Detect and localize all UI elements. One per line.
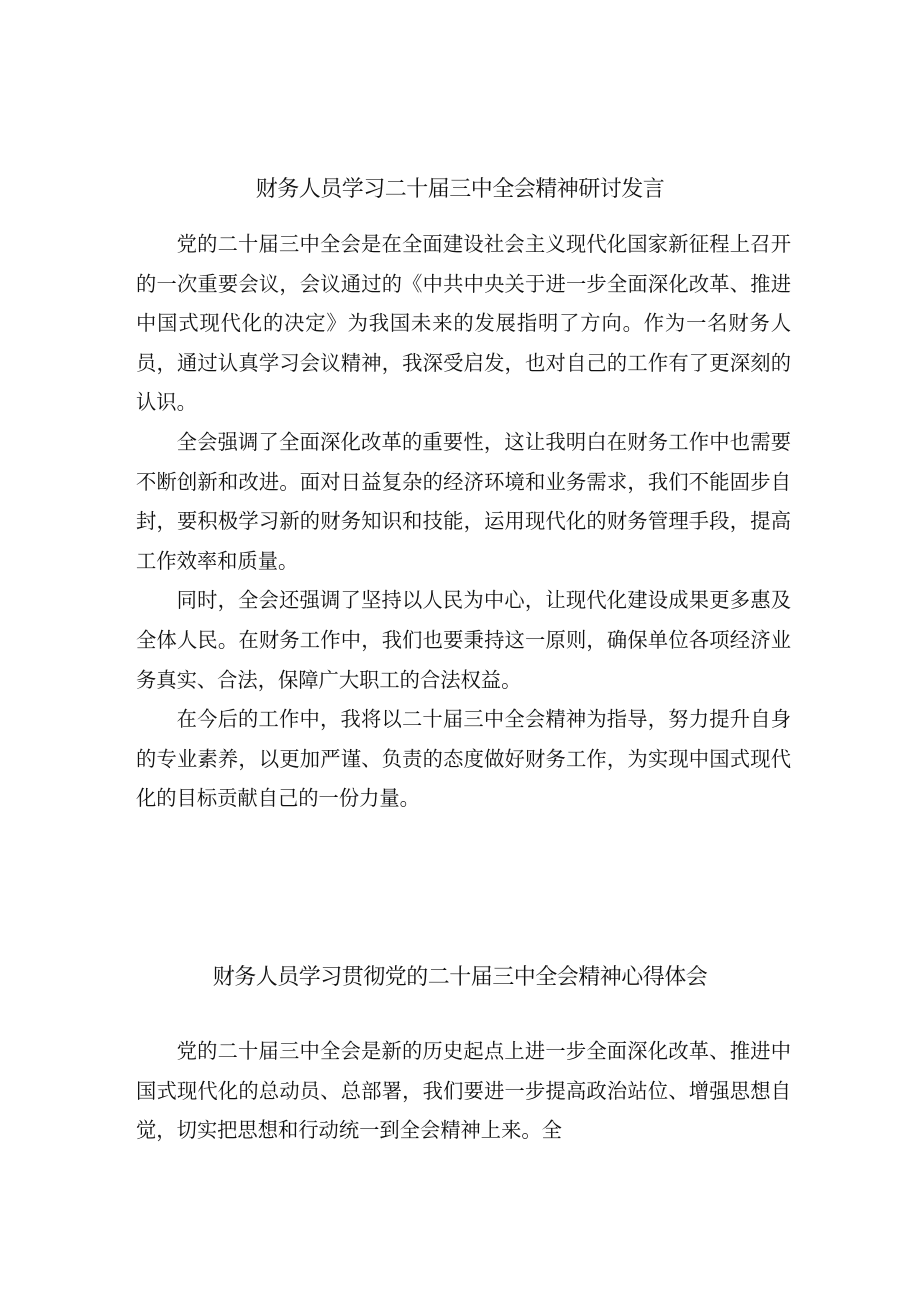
article-1-paragraph-4: 在今后的工作中，我将以二十届三中全会精神为指导，努力提升自身的专业素养，以更加严谨、负责的态度做好财务工作，为实现中国式现代化的目标贡献自己的一份力量。 <box>136 707 791 811</box>
article-1-paragraph-3: 同时，全会还强调了坚持以人民为中心，让现代化建设成果更多惠及全体人民。在财务工作中，我们也要秉持这一原则，确保单位各项经济业务真实、合法，保障广大职工的合法权益。 <box>136 588 791 692</box>
article-1-body <box>136 225 791 819</box>
article-1-title: 财务人员学习二十届三中全会精神研讨发言 <box>255 177 665 202</box>
article-1-paragraph-1: 党的二十届三中全会是在全面建设社会主义现代化国家新征程上召开的一次重要会议，会议通过的《中共中央关于进一步全面深化改革、推进中国式现代化的决定》为我国未来的发展指明了方向。作为一名财务人员，通过认真学习会议精神，我深受启发，也对自己的工作有了更深刻的认识。 <box>136 232 791 415</box>
article-2-title: 财务人员学习贯彻党的二十届三中全会精神心得体会 <box>212 965 708 990</box>
article-1-paragraph-2: 全会强调了全面深化改革的重要性，这让我明白在财务工作中也需要不断创新和改进。面对日益复杂的经济环境和业务需求，我们不能固步自封，要积极学习新的财务知识和技能，运用现代化的财务管理手段，提高工作效率和质量。 <box>136 429 791 573</box>
article-2-paragraph-1: 党的二十届三中全会是新的历史起点上进一步全面深化改革、推进中国式现代化的总动员、总部署，我们要进一步提高政治站位、增强思想自觉，切实把思想和行动统一到全会精神上来。全 <box>136 1039 791 1143</box>
article-2-body <box>136 1032 791 1180</box>
